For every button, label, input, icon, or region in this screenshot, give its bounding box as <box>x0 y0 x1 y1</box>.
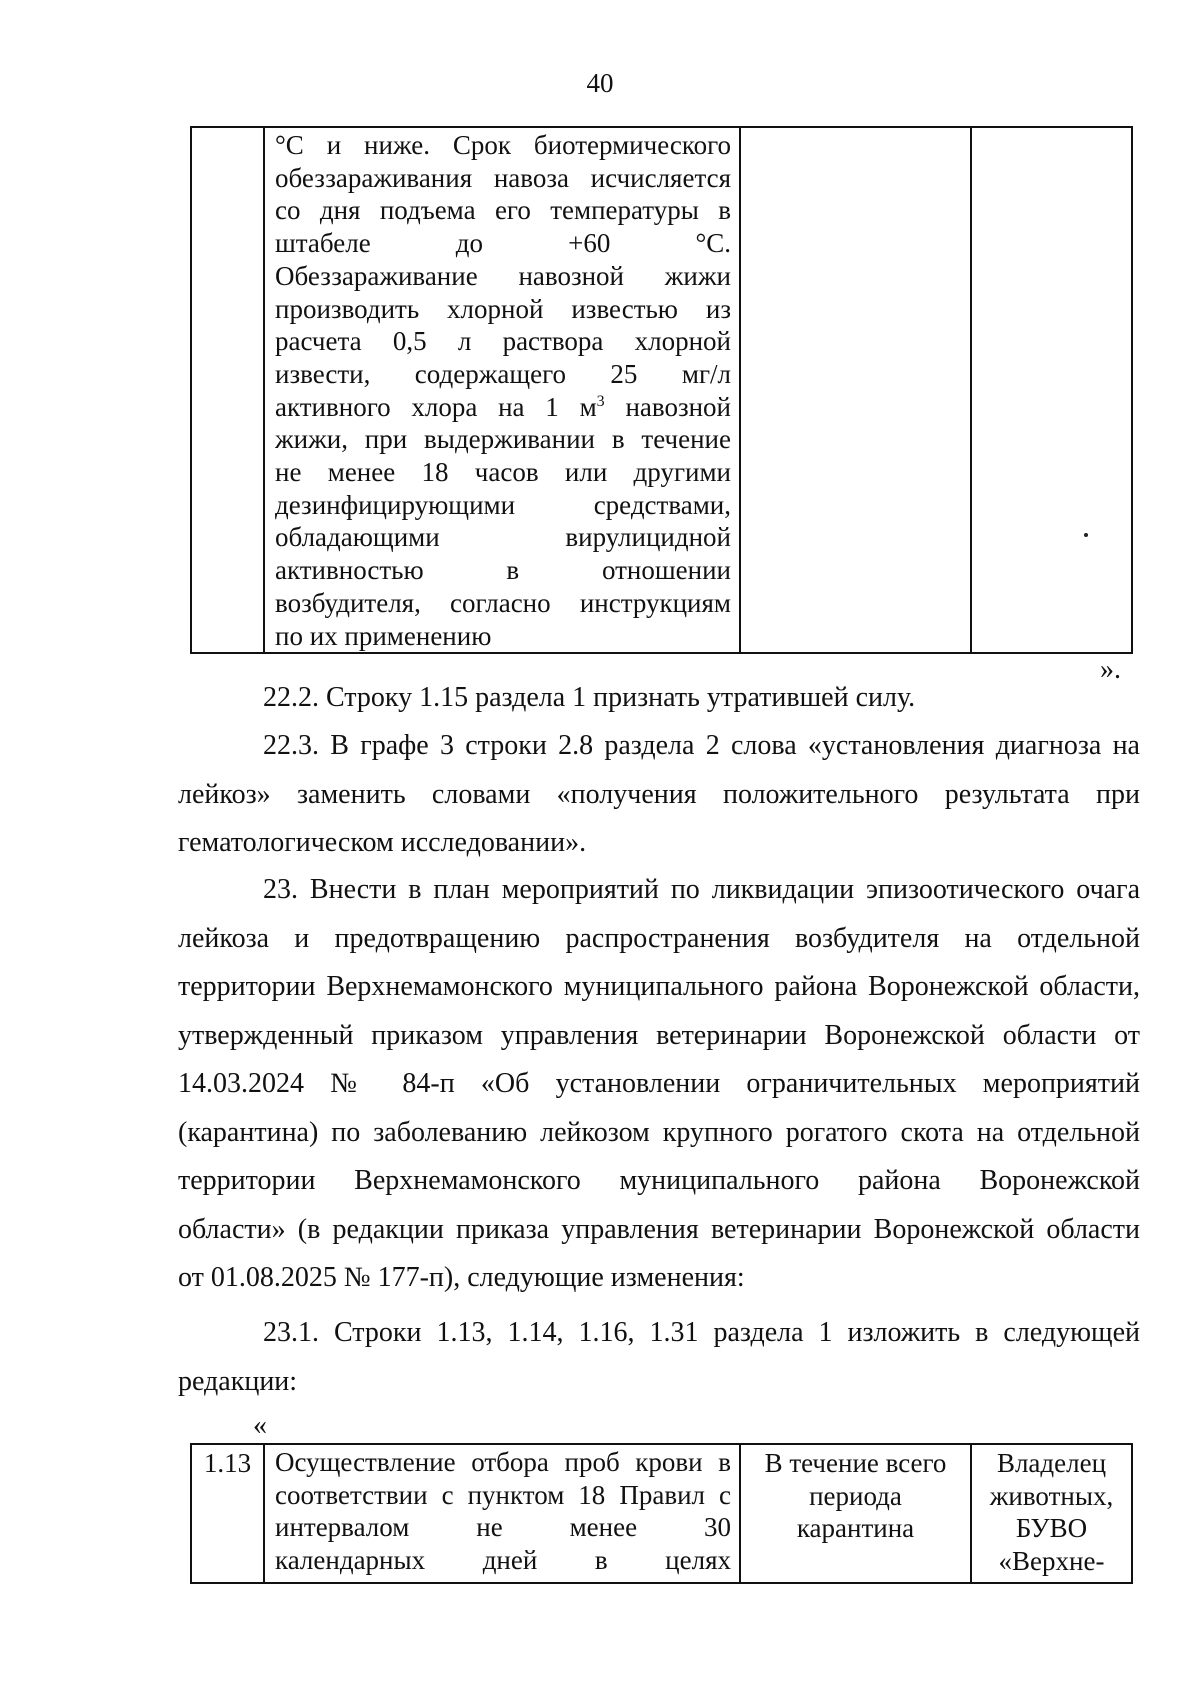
measure-cell <box>264 127 740 653</box>
amendment-table <box>190 1443 1133 1584</box>
text-line: интервалом не менее 30 <box>275 1512 731 1543</box>
text-line: Владелец <box>996 1448 1107 1478</box>
text-line: производить хлорной известью из <box>275 293 731 324</box>
text-line: территории Верхнемамонского муниципального района Воронежской <box>178 1165 1140 1196</box>
timing-cell <box>740 127 971 653</box>
text-line: утвержденный приказом управления ветеринарии Воронежской области от <box>178 1019 1140 1051</box>
paragraph-22-2 <box>178 674 1140 723</box>
continued-table <box>190 126 1133 654</box>
text-line: территории Верхнемамонского муниципального района Воронежской области, <box>178 971 1140 1002</box>
text-line: календарных дней в целях <box>275 1545 731 1576</box>
text-line: жижи, при выдерживании в течение <box>275 424 731 455</box>
closing-quote: ». <box>1100 654 1121 685</box>
responsible-cell <box>971 127 1132 653</box>
text-line: лейкоза и предотвращению распространения возбудителя на отдельной <box>178 922 1140 954</box>
text-line: по их применению <box>275 620 492 651</box>
measure-text <box>265 128 739 652</box>
text-line: соответствии с пунктом 18 Правил с <box>275 1479 731 1510</box>
measure-text <box>265 1445 739 1577</box>
text-line: Обеззараживание навозной жижи <box>275 260 731 291</box>
text-line: со дня подъема его температуры в <box>275 195 731 226</box>
responsible-text <box>972 1445 1131 1578</box>
text-line: 22.3. В графе 3 строки 2.8 раздела 2 слова «установления диагноза на <box>263 730 1140 761</box>
text-line: извести, содержащего 25 мг/л <box>275 358 731 389</box>
text-fragment: активного хлора на 1 м <box>275 391 597 422</box>
text-line: Осуществление отбора проб крови в <box>275 1447 731 1477</box>
row-number-cell <box>191 127 264 653</box>
timing-text <box>741 1445 970 1545</box>
text-line: (карантина) по заболеванию лейкозом крупного рогатого скота на отдельной <box>178 1116 1140 1148</box>
opening-quote: « <box>253 1410 267 1441</box>
text-line: В течение всего <box>764 1448 947 1478</box>
text-line: животных, <box>989 1480 1114 1511</box>
text-line: лейкоз» заменить словами «получения положительного результата при <box>178 778 1140 810</box>
text-line: °С и ниже. Срок биотермического <box>275 130 731 160</box>
text-line: редакции: <box>178 1365 298 1397</box>
text-line: гематологическом исследовании». <box>178 827 587 858</box>
text-line: штабеле до +60 °С. <box>275 228 731 259</box>
text-fragment: навозной <box>604 391 732 422</box>
responsible-cell <box>971 1444 1132 1583</box>
text-line: не менее 18 часов или другими <box>275 457 731 488</box>
measure-cell <box>264 1444 740 1583</box>
text-line: дезинфицирующими средствами, <box>275 489 731 520</box>
text-line: 23. Внести в план мероприятий по ликвидации эпизоотического очага <box>263 874 1140 905</box>
text-line: обладающими вирулицидной <box>275 522 731 553</box>
superscript: 3 <box>596 392 605 410</box>
text-line: БУВО <box>1015 1513 1088 1544</box>
text-line: от 01.08.2025 № 177-п), следующие изменения: <box>178 1262 745 1293</box>
stray-dot <box>1084 533 1088 537</box>
text-line: 14.03.2024 № 84-п «Об установлении ограничительных мероприятий <box>178 1068 1140 1099</box>
text-line: периода <box>809 1480 902 1511</box>
row-number-cell <box>191 1444 264 1583</box>
text-line: активностью в отношении <box>275 555 731 586</box>
page-number: 40 <box>586 68 614 98</box>
paragraph-23-1 <box>178 1309 1140 1406</box>
paragraph-23 <box>178 866 1140 1303</box>
text-line: расчета 0,5 л раствора хлорной <box>275 326 731 357</box>
text-line: 23.1. Строки 1.13, 1.14, 1.16, 1.31 раздела 1 изложить в следующей <box>263 1317 1140 1348</box>
paragraph-22-3 <box>178 722 1140 868</box>
text-line: 22.2. Строку 1.15 раздела 1 признать утратившей силу. <box>263 682 916 713</box>
text-line: области» (в редакции приказа управления ветеринарии Воронежской области <box>178 1213 1140 1245</box>
row-number: 1.13 <box>203 1448 252 1478</box>
text-line: «Верхне- <box>998 1546 1105 1577</box>
text-line: карантина <box>796 1513 915 1544</box>
timing-cell <box>740 1444 971 1583</box>
text-line: обеззараживания навоза исчисляется <box>275 162 731 193</box>
text-line <box>275 391 731 424</box>
text-line: возбудителя, согласно инструкциям <box>275 587 731 618</box>
